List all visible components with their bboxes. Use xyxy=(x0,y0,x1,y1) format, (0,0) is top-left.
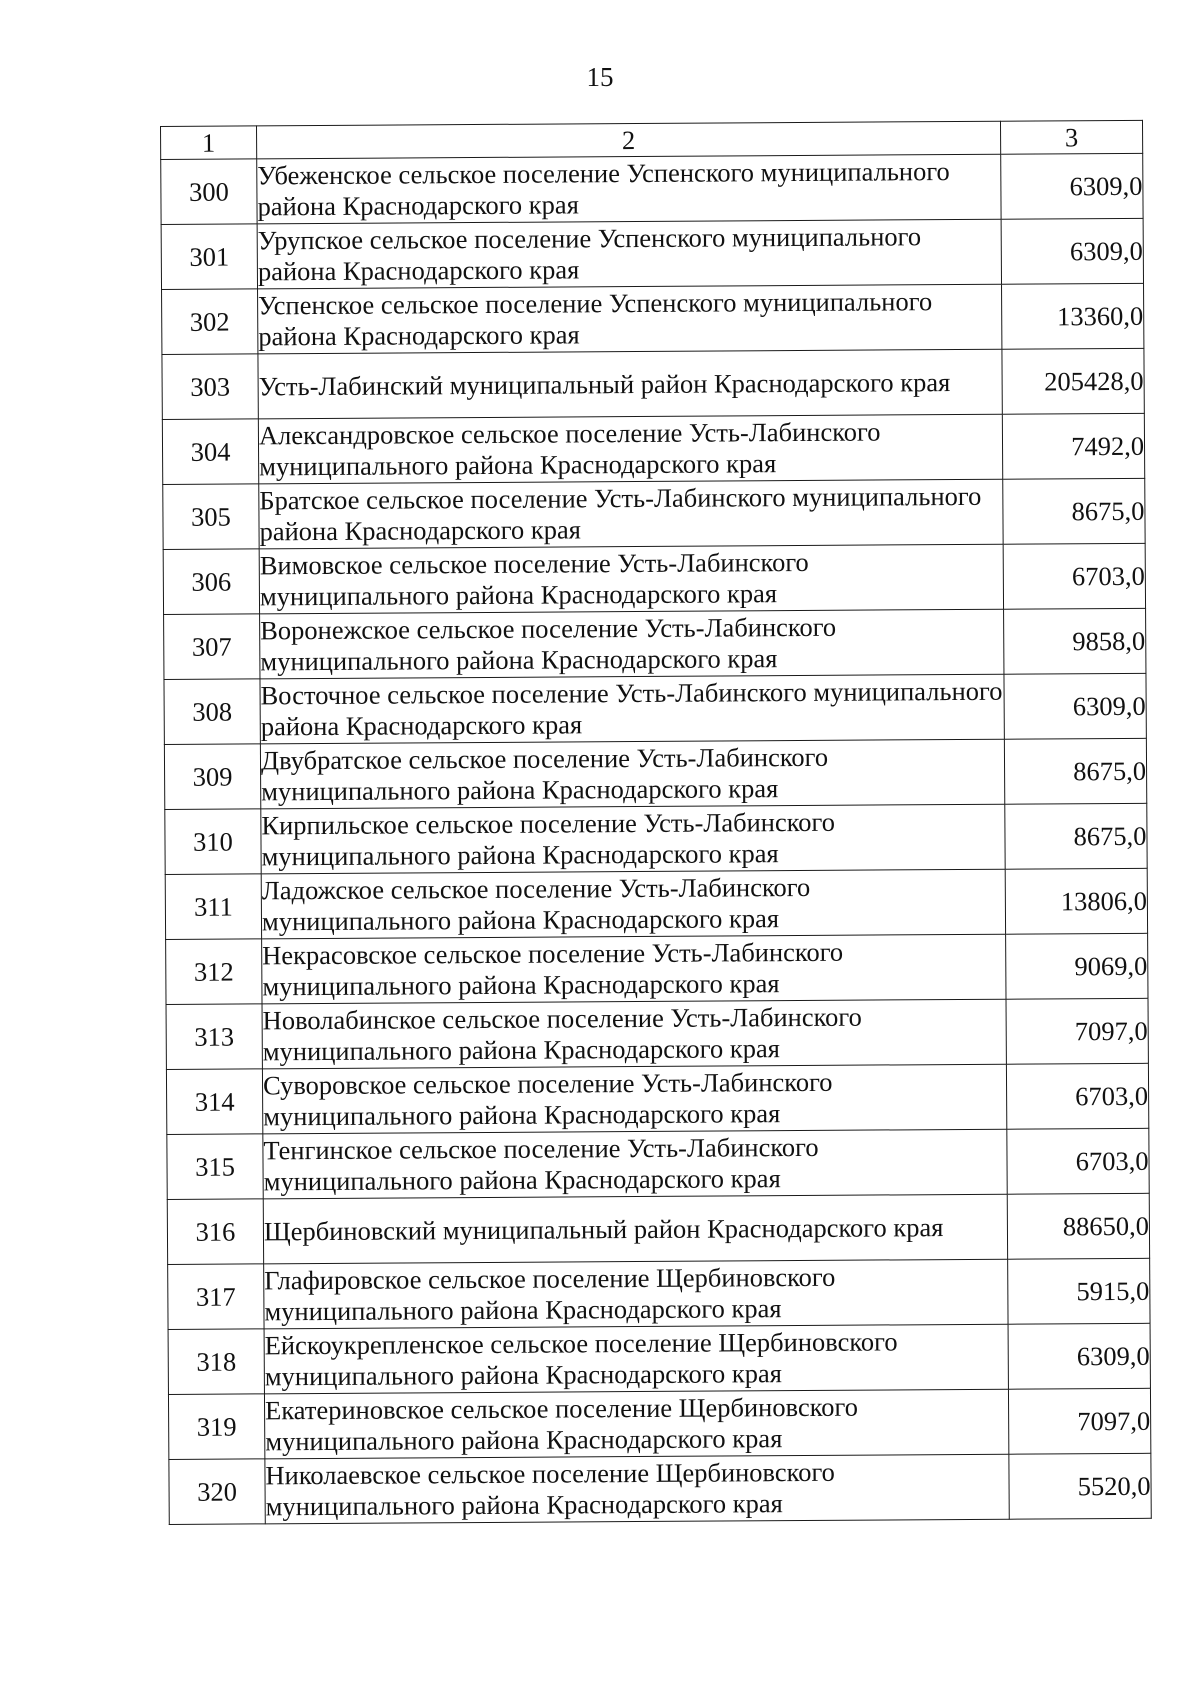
amount-value: 6309,0 xyxy=(1004,673,1146,739)
row-number: 312 xyxy=(166,939,262,1005)
amount-value: 7492,0 xyxy=(1002,413,1144,479)
allocation-table xyxy=(160,120,1152,1525)
amount-value: 8675,0 xyxy=(1003,478,1145,544)
row-number: 306 xyxy=(163,549,259,615)
municipality-name: Некрасовское сельское поселение Усть-Лабинского муниципального района Краснодарского края xyxy=(262,934,1006,1004)
municipality-name: Суворовское сельское поселение Усть-Лабинского муниципального района Краснодарского края xyxy=(262,1064,1006,1134)
municipality-name: Глафировское сельское поселение Щербиновского муниципального района Краснодарского края xyxy=(264,1259,1008,1329)
municipality-name: Усть-Лабинский муниципальный район Краснодарского края xyxy=(258,349,1002,419)
municipality-name: Восточное сельское поселение Усть-Лабинского муниципального района Краснодарского края xyxy=(260,674,1004,744)
table-row xyxy=(161,153,1143,224)
row-number: 317 xyxy=(168,1264,264,1330)
municipality-name: Александровское сельское поселение Усть-Лабинского муниципального района Краснодарского края xyxy=(258,414,1002,484)
row-number: 319 xyxy=(168,1394,264,1460)
table-row xyxy=(161,218,1143,289)
amount-value: 13360,0 xyxy=(1002,283,1144,349)
amount-value: 6309,0 xyxy=(1008,1323,1150,1389)
municipality-name: Тенгинское сельское поселение Усть-Лабинского муниципального района Краснодарского края xyxy=(263,1129,1007,1199)
amount-value: 7097,0 xyxy=(1006,998,1148,1064)
row-number: 315 xyxy=(167,1134,263,1200)
row-number: 303 xyxy=(162,354,258,420)
amount-value: 7097,0 xyxy=(1008,1388,1150,1454)
amount-value: 9069,0 xyxy=(1006,933,1148,999)
table-row xyxy=(164,608,1146,679)
municipality-name: Ладожское сельское поселение Усть-Лабинского муниципального района Краснодарского края xyxy=(261,869,1005,939)
municipality-name: Успенское сельское поселение Успенского муниципального района Краснодарского края xyxy=(258,284,1002,354)
table-body xyxy=(161,120,1152,1524)
municipality-name: Николаевское сельское поселение Щербиновского муниципального района Краснодарского края xyxy=(265,1454,1009,1524)
row-number: 313 xyxy=(166,1004,262,1070)
row-number: 314 xyxy=(166,1069,262,1135)
row-number: 309 xyxy=(164,744,260,810)
row-number: 311 xyxy=(165,874,261,940)
table-row xyxy=(162,283,1144,354)
table-row xyxy=(167,1193,1149,1264)
table-row xyxy=(163,478,1145,549)
amount-value: 88650,0 xyxy=(1007,1193,1149,1259)
table-row xyxy=(168,1388,1150,1459)
row-number: 301 xyxy=(161,224,257,290)
amount-value: 9858,0 xyxy=(1004,608,1146,674)
municipality-name: Двубратское сельское поселение Усть-Лабинского муниципального района Краснодарского края xyxy=(260,739,1004,809)
municipality-name: Воронежское сельское поселение Усть-Лабинского муниципального района Краснодарского края xyxy=(260,609,1004,679)
table-row xyxy=(168,1258,1150,1329)
amount-value: 6703,0 xyxy=(1007,1128,1149,1194)
row-number: 308 xyxy=(164,679,260,745)
column-header-amount: 3 xyxy=(1000,120,1142,154)
amount-value: 6703,0 xyxy=(1003,543,1145,609)
municipality-name: Вимовское сельское поселение Усть-Лабинского муниципального района Краснодарского края xyxy=(259,544,1003,614)
municipality-name: Щербиновский муниципальный район Краснодарского края xyxy=(263,1194,1007,1264)
table-row xyxy=(166,1063,1148,1134)
row-number: 320 xyxy=(169,1459,265,1525)
column-header-name: 2 xyxy=(257,121,1001,159)
amount-value: 6309,0 xyxy=(1001,153,1143,219)
municipality-name: Урупское сельское поселение Успенского муниципального района Краснодарского края xyxy=(257,219,1001,289)
amount-value: 6309,0 xyxy=(1001,218,1143,284)
row-number: 318 xyxy=(168,1329,264,1395)
amount-value: 13806,0 xyxy=(1005,868,1147,934)
page-number: 15 xyxy=(586,62,614,92)
table-row xyxy=(165,868,1147,939)
row-number: 316 xyxy=(167,1199,263,1265)
municipality-name: Кирпильское сельское поселение Усть-Лабинского муниципального района Краснодарского края xyxy=(261,804,1005,874)
amount-value: 205428,0 xyxy=(1002,348,1144,414)
amount-value: 8675,0 xyxy=(1004,738,1146,804)
table-row xyxy=(163,543,1145,614)
table-row xyxy=(166,933,1148,1004)
row-number: 300 xyxy=(161,159,257,225)
municipality-name: Новолабинское сельское поселение Усть-Лабинского муниципального района Краснодарского края xyxy=(262,999,1006,1069)
row-number: 302 xyxy=(162,289,258,355)
table-row xyxy=(164,673,1146,744)
table-row xyxy=(162,413,1144,484)
amount-value: 5520,0 xyxy=(1009,1453,1151,1519)
table-row xyxy=(168,1323,1150,1394)
municipality-name: Ейскоукрепленское сельское поселение Щербиновского муниципального района Краснодарского края xyxy=(264,1324,1008,1394)
municipality-name: Убеженское сельское поселение Успенского муниципального района Краснодарского края xyxy=(257,154,1001,224)
municipality-name: Екатериновское сельское поселение Щербиновского муниципального района Краснодарского края xyxy=(264,1389,1008,1459)
row-number: 304 xyxy=(162,419,258,485)
amount-value: 8675,0 xyxy=(1005,803,1147,869)
amount-value: 5915,0 xyxy=(1008,1258,1150,1324)
table-row xyxy=(164,738,1146,809)
amount-value: 6703,0 xyxy=(1006,1063,1148,1129)
row-number: 305 xyxy=(163,484,259,550)
table-row xyxy=(166,998,1148,1069)
table-row xyxy=(165,803,1147,874)
table-row xyxy=(169,1453,1151,1524)
table-row xyxy=(167,1128,1149,1199)
column-header-number: 1 xyxy=(161,126,257,160)
row-number: 310 xyxy=(165,809,261,875)
table-row xyxy=(162,348,1144,419)
row-number: 307 xyxy=(164,614,260,680)
municipality-name: Братское сельское поселение Усть-Лабинского муниципального района Краснодарского края xyxy=(259,479,1003,549)
